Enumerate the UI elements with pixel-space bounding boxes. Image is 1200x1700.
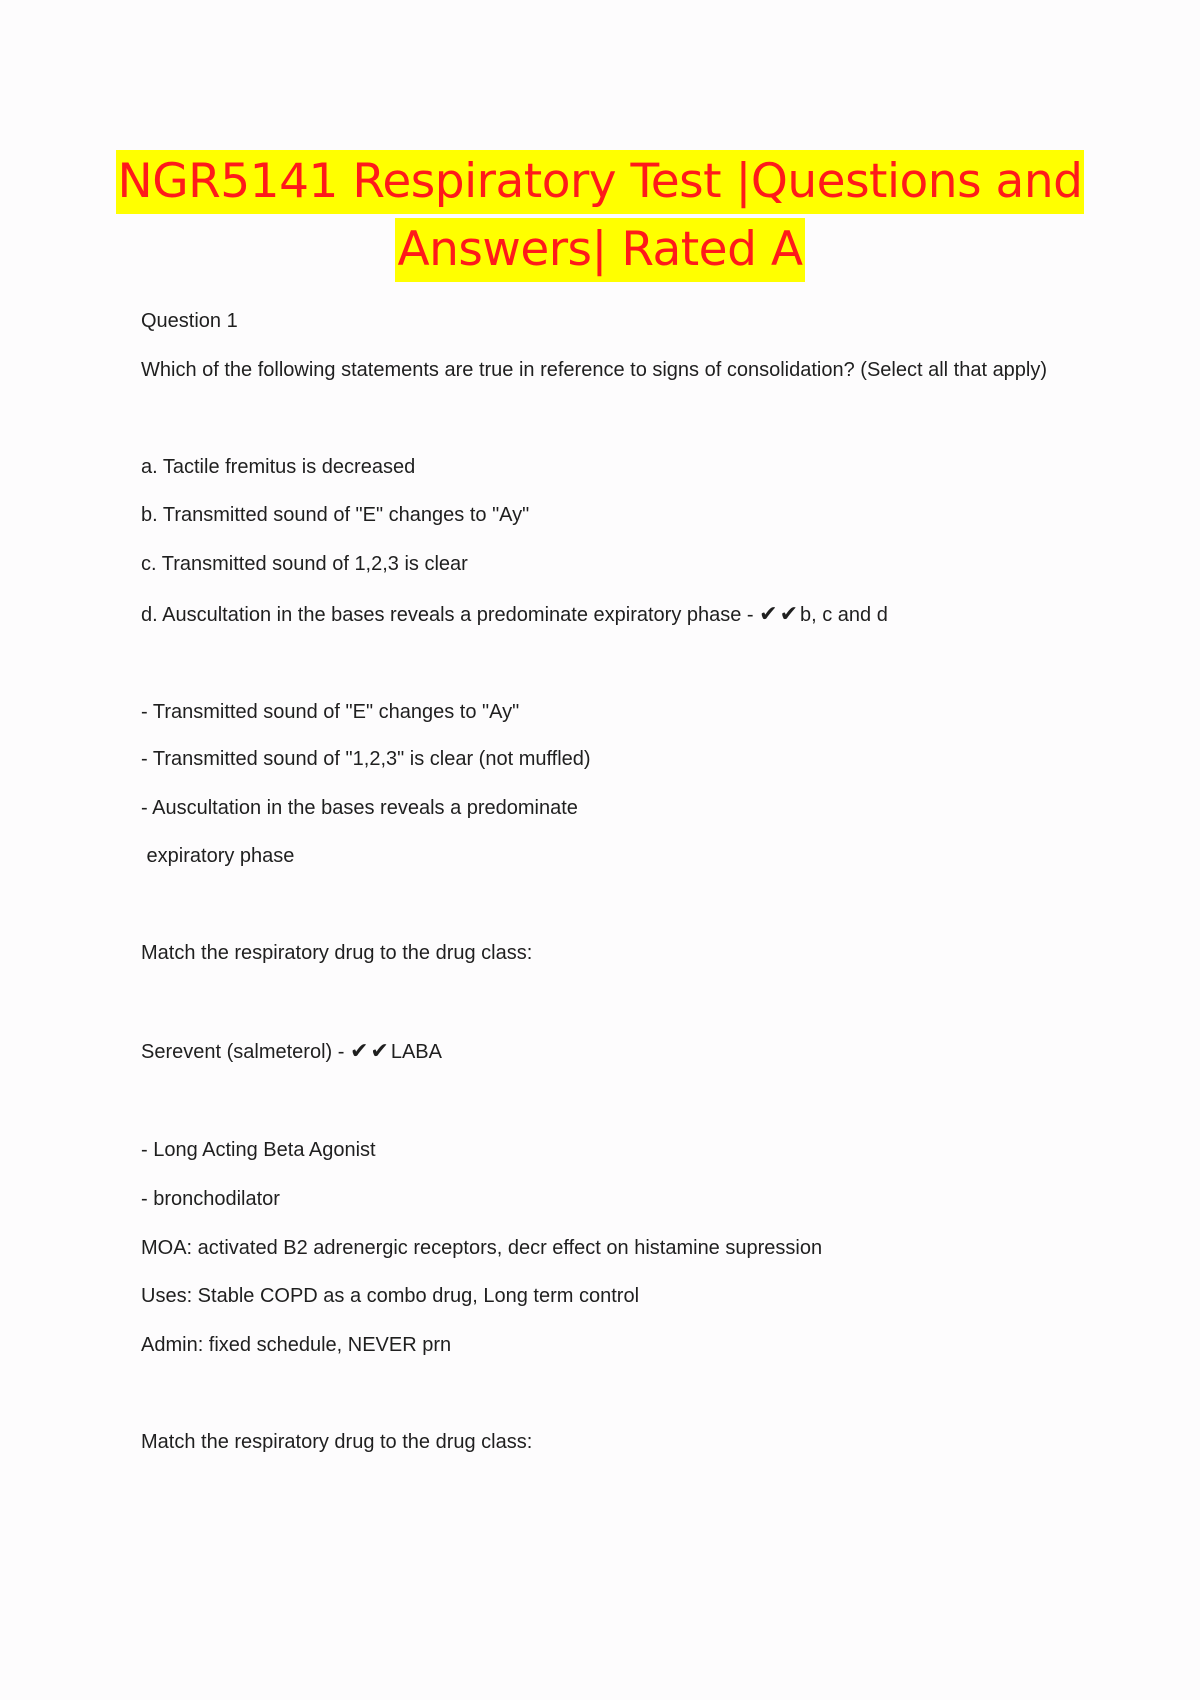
question-1-prompt: Which of the following statements are true in reference to signs of consolidation? (Select all that apply) [141, 359, 1048, 381]
option-a: a. Tactile fremitus is decreased [141, 456, 416, 478]
detail-line: MOA: activated B2 adrenergic receptors, decr effect on histamine supression [141, 1237, 823, 1259]
rationale-line: expiratory phase [141, 845, 295, 867]
rationale-line: - Transmitted sound of "E" changes to "Ay" [141, 701, 520, 723]
drug-class-answer: LABA [390, 1041, 442, 1063]
title-line-2: Answers| Rated A [395, 218, 804, 282]
detail-line: - Long Acting Beta Agonist [141, 1139, 376, 1161]
detail-line: Admin: fixed schedule, NEVER prn [141, 1334, 452, 1356]
answer-text: b, c and d [800, 604, 888, 626]
detail-line: - bronchodilator [141, 1188, 280, 1210]
question-3-prompt: Match the respiratory drug to the drug class: [141, 1431, 533, 1453]
option-d-with-answer [141, 602, 888, 628]
checkmark-icon: ✔ [370, 1039, 389, 1064]
checkmark-icon: ✔ [349, 1039, 369, 1064]
title-line-1: NGR5141 Respiratory Test |Questions and [116, 150, 1085, 214]
rationale-line: - Auscultation in the bases reveals a predominate [141, 797, 578, 819]
document-title [0, 150, 1200, 282]
option-c: c. Transmitted sound of 1,2,3 is clear [141, 553, 468, 575]
option-d: d. Auscultation in the bases reveals a predominate expiratory phase - [141, 604, 754, 626]
question-1-label: Question 1 [141, 310, 238, 332]
rationale-line: - Transmitted sound of "1,2,3" is clear (not muffled) [141, 748, 591, 770]
question-2-prompt: Match the respiratory drug to the drug class: [141, 942, 533, 964]
option-b: b. Transmitted sound of "E" changes to "Ay" [141, 504, 530, 526]
checkmark-icon: ✔ [759, 602, 778, 627]
drug-answer-line [141, 1039, 442, 1065]
drug-name: Serevent (salmeterol) - [141, 1041, 345, 1063]
detail-line: Uses: Stable COPD as a combo drug, Long term control [141, 1285, 640, 1307]
checkmark-icon: ✔ [779, 602, 799, 627]
